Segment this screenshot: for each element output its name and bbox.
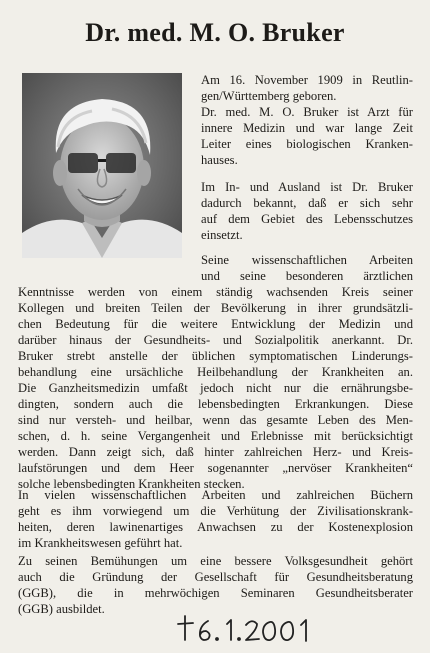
books-line: In vielen wissenschaftlichen Arbeiten und zahlreichen Büchern	[18, 488, 413, 502]
reputation-line: dadurch bekannt, daß er sich sehr	[201, 196, 413, 210]
reputation-line: einsetzt.	[201, 228, 243, 242]
intro-paragraph	[201, 72, 413, 168]
intro-line: Leiter eines biologischen Kranken-	[201, 137, 413, 151]
intro-line: hauses.	[201, 153, 238, 167]
work-paragraph-top	[201, 252, 413, 284]
work-line: Kenntnisse werden von einem ständig wachsenden Kreis seiner	[18, 285, 413, 299]
work-line: chen Bedeutung für die weitere Entwicklung der Medizin und	[18, 317, 413, 331]
work-line: sind nur versteh- und heilbar, wenn das gesamte Leben des Men-	[18, 413, 413, 427]
books-line: im Krankheitswesen geführt hat.	[18, 536, 183, 550]
intro-line: Dr. med. M. O. Bruker ist Arzt für	[201, 105, 413, 119]
work-line: Kollegen und breiten Teilen der Bevölkerung in ihrer grundsätzli-	[18, 301, 413, 315]
work-line: behandlung eine ursächliche Heilbehandlung der Krankheiten an.	[18, 365, 413, 379]
work-line: werden. Dann zeigt sich, daß hinter zahlreichen Herz- und Kreis-	[18, 445, 413, 459]
ggb-line: (GGB) ausbildet.	[18, 602, 105, 616]
work-line: und seine besonderen ärztlichen	[201, 269, 413, 283]
intro-line: Am 16. November 1909 in Reutlin-	[201, 73, 413, 87]
work-line: Bruker strebt anstelle der üblichen symptomatischen Linderungs-	[18, 349, 413, 363]
reputation-line: Im In- und Ausland ist Dr. Bruker	[201, 180, 413, 194]
work-line: Seine wissenschaftlichen Arbeiten	[201, 253, 413, 267]
reputation-paragraph	[201, 179, 413, 243]
books-line: geht es ihm vorwiegend um die Verhütung der Zivilisationskrank-	[18, 504, 413, 518]
author-portrait	[22, 73, 182, 258]
work-line: laufstörungen und dem Heer sogenannter „nervöser Krankheiten“	[18, 461, 413, 475]
ggb-paragraph	[18, 553, 413, 617]
work-line: dingten, sondern auch die lebensbedingten Erkrankungen. Diese	[18, 397, 413, 411]
work-line: schen, d. h. seine Vergangenheit und Erlebnisse mit berücksichtigt	[18, 429, 413, 443]
books-paragraph	[18, 487, 413, 551]
handwritten-death-date	[175, 612, 325, 646]
reputation-line: auf dem Gebiet des Lebensschutzes	[201, 212, 413, 226]
intro-line: gen/Württemberg geboren.	[201, 89, 337, 103]
handwriting-image	[175, 612, 325, 646]
portrait-image	[22, 73, 182, 258]
page-title: Dr. med. M. O. Bruker	[85, 18, 345, 47]
work-line: solche lebensbedingten Krankheiten stecken.	[18, 477, 245, 491]
ggb-line: auch die Gründung der Gesellschaft für Gesundheitsberatung	[18, 570, 413, 584]
work-line: darüber hinaus der Gesundheits- und Sozialpolitik anerkannt. Dr.	[18, 333, 413, 347]
ggb-line: Zu seinen Bemühungen um eine bessere Volksgesundheit gehört	[18, 554, 413, 568]
work-line: Die Ganzheitsmedizin umfaßt jedoch nicht nur die ernährungsbe-	[18, 381, 413, 395]
books-line: heiten, deren lawinenartiges Anwachsen zu der Kostenexplosion	[18, 520, 413, 534]
work-paragraph	[18, 284, 413, 492]
intro-line: innere Medizin und war lange Zeit	[201, 121, 413, 135]
ggb-line: (GGB), die in mehrwöchigen Seminaren Gesundheitsberater	[18, 586, 413, 600]
